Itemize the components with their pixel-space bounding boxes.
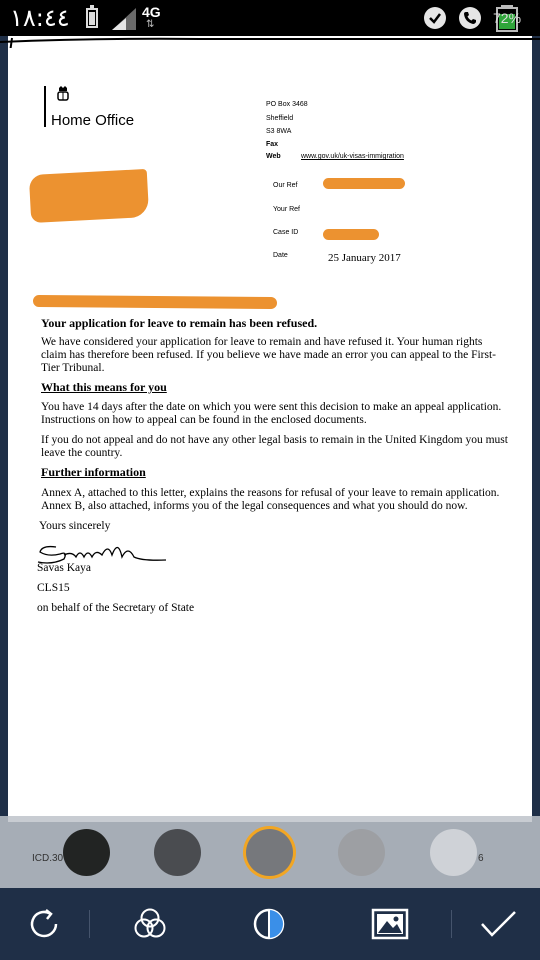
- letter-date: 25 January 2017: [328, 252, 401, 264]
- toolbar-divider: [89, 910, 90, 938]
- paragraph-line: We have considered your application for leave to remain and have refused it. Your human rights: [41, 336, 483, 348]
- signatory-behalf: on behalf of the Secretary of State: [37, 602, 195, 614]
- rotate-icon: [24, 904, 64, 944]
- case-id-label: Case ID: [273, 229, 299, 236]
- date-label: Date: [273, 252, 288, 259]
- paragraph-line: Annex A, attached to this letter, explains the reasons for refusal of your leave to remain application.: [41, 487, 500, 499]
- our-ref-label: Our Ref: [273, 182, 298, 189]
- section-heading: What this means for you: [41, 380, 167, 394]
- closing: Yours sincerely: [39, 520, 111, 532]
- section-heading: Further information: [41, 465, 146, 479]
- check-notification-icon: [424, 7, 446, 29]
- crop-handle[interactable]: [0, 36, 540, 48]
- color-swatch-black[interactable]: [63, 829, 110, 876]
- color-swatch-light-gray[interactable]: [338, 829, 385, 876]
- paragraph-line: If you do not appeal and do not have any other legal basis to remain in the United Kingdom you must: [41, 434, 508, 446]
- color-swatch-lightest-gray[interactable]: [430, 829, 477, 876]
- letter-heading: Your application for leave to remain has been refused.: [41, 316, 318, 330]
- paragraph-line: Annex B, also attached, informs you of the legal consequences and what you should do now.: [41, 500, 468, 512]
- battery-percent: 72%: [493, 10, 522, 26]
- image-button[interactable]: [370, 904, 410, 944]
- organization-name: Home Office: [51, 112, 135, 129]
- redacted-case-id: [323, 229, 379, 240]
- address-line-2: Sheffield: [266, 115, 294, 122]
- status-bar: [0, 0, 540, 36]
- status-time: ١٨:٤٤: [10, 4, 70, 32]
- color-palette: [0, 816, 540, 888]
- bottom-toolbar: [0, 888, 540, 960]
- your-ref-label: Your Ref: [273, 206, 300, 213]
- paragraph-line: Tier Tribunal.: [41, 362, 105, 374]
- paragraph-line: Instructions on how to appeal can be found in the enclosed documents.: [41, 414, 367, 426]
- phone-notification-icon: [459, 7, 481, 29]
- signatory-code: CLS15: [37, 582, 70, 594]
- signal-icon: [110, 6, 138, 30]
- contrast-icon: [249, 904, 289, 944]
- web-label: Web: [266, 153, 281, 160]
- confirm-button[interactable]: [478, 904, 518, 944]
- paragraph-line: leave the country.: [41, 447, 123, 459]
- address-line-3: S3 8WA: [266, 128, 292, 135]
- contrast-button-active[interactable]: [249, 904, 289, 944]
- confirm-check-icon: [478, 904, 518, 944]
- redacted-our-ref: [323, 178, 405, 189]
- web-address: www.gov.uk/uk-visas-immigration: [301, 153, 404, 160]
- fax-label: Fax: [266, 141, 279, 148]
- network-type: 4G: [142, 4, 161, 20]
- image-icon: [370, 904, 410, 944]
- color-swatch-dark-gray[interactable]: [154, 829, 201, 876]
- toolbar-divider: [451, 910, 452, 938]
- filters-button[interactable]: [130, 904, 170, 944]
- redacted-salutation: [33, 295, 277, 309]
- network-activity-icon: ⇅: [146, 19, 155, 30]
- signatory-name: Savas Kaya: [37, 562, 91, 574]
- paragraph-line: claim has therefore been refused. If you believe we have made an error you can appeal to the First-: [41, 349, 497, 361]
- rotate-button[interactable]: [24, 904, 64, 944]
- filters-icon: [130, 904, 170, 944]
- battery-icon: [86, 8, 98, 28]
- document-footer-code: ICD.30: [32, 853, 64, 864]
- document-footer-page: 6: [478, 853, 484, 864]
- home-office-logo: [44, 86, 144, 134]
- color-swatch-gray-selected[interactable]: [246, 829, 293, 876]
- crest-icon: [56, 86, 70, 102]
- paragraph-line: You have 14 days after the date on which you were sent this decision to make an appeal application.: [41, 401, 502, 413]
- redacted-recipient-address: [29, 169, 149, 223]
- address-line-1: PO Box 3468: [266, 101, 308, 108]
